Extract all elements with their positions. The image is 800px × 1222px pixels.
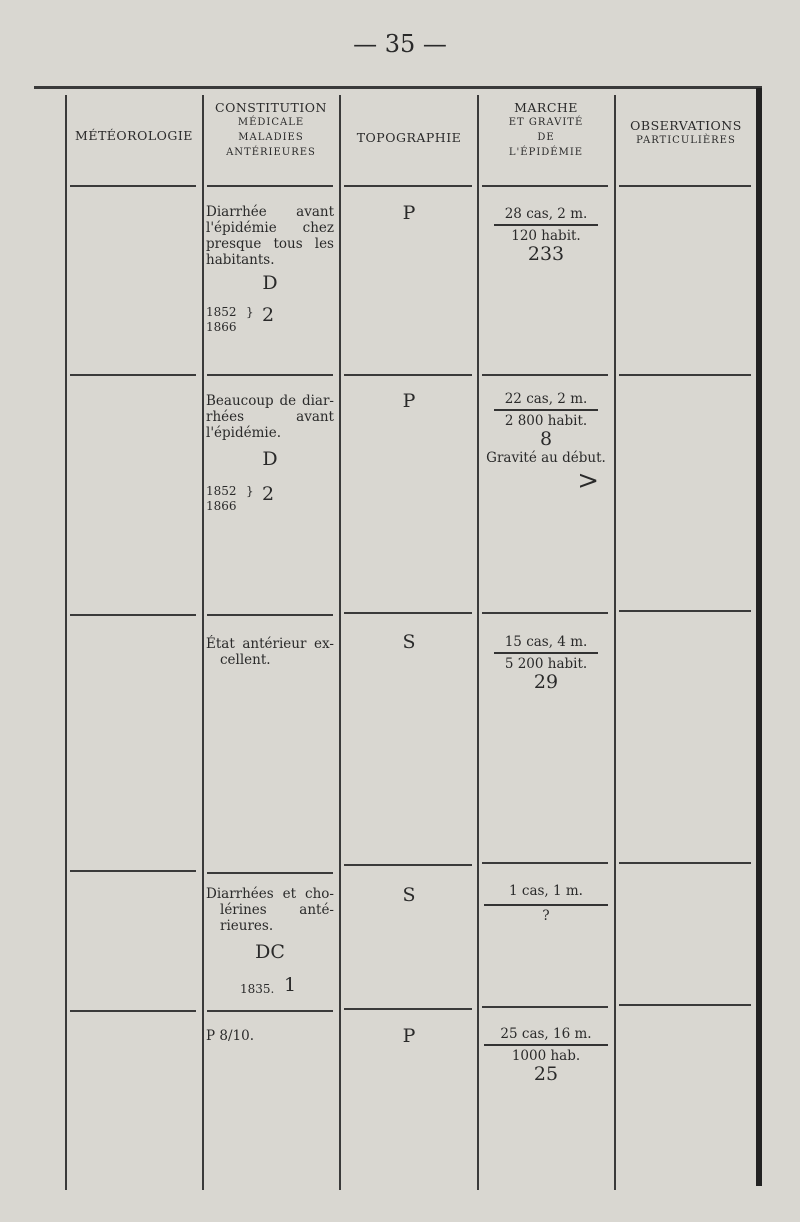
row1-brace: } <box>246 305 254 319</box>
row-divider <box>619 862 751 864</box>
row1-year2: 1866 <box>206 320 237 334</box>
row-divider <box>70 1010 196 1012</box>
column-rule <box>614 95 616 1190</box>
row2-code: D <box>262 448 278 470</box>
page-number: — 35 — <box>353 30 447 58</box>
row-divider <box>619 610 751 612</box>
row2-year1: 1852 <box>206 484 237 498</box>
row-divider <box>619 1004 751 1006</box>
row5-marche: 25 cas, 16 m. 1000 hab. 25 <box>479 1026 613 1082</box>
row3-constitution: État antérieur ex- cellent. <box>206 636 334 668</box>
column-rule <box>65 95 67 1190</box>
row2-brace: } <box>246 484 254 498</box>
row-divider <box>482 374 608 376</box>
row5-topographie: P <box>402 1025 416 1047</box>
header-divider <box>70 185 196 187</box>
row-divider <box>344 1008 472 1010</box>
row1-constitution: Diarrhée avant l'épidémie chez presque tous les habitants. <box>206 204 334 268</box>
row2-constitution: Beaucoup de diar- rhées avant l'épidémie. <box>206 393 334 441</box>
row-divider <box>207 872 333 874</box>
header-divider <box>344 185 472 187</box>
row5-constitution: P 8/10. <box>206 1028 254 1044</box>
row-divider <box>207 1010 333 1012</box>
row2-year2: 1866 <box>206 499 237 513</box>
column-rule <box>756 88 762 1186</box>
row4-constitution: Diarrhées et cho- lérines anté- rieures. <box>206 886 334 934</box>
header-divider <box>207 185 333 187</box>
header-observations: OBSERVATIONS PARTICULIÈRES <box>630 118 742 146</box>
row1-marche: 28 cas, 2 m. 120 habit. 233 <box>479 206 613 262</box>
row2-year-value: 2 <box>262 483 275 505</box>
row-divider <box>207 614 333 616</box>
row4-year-value: 1 <box>284 974 297 996</box>
row-divider <box>619 374 751 376</box>
row3-topographie: S <box>402 631 416 653</box>
row-divider <box>482 862 608 864</box>
top-rule <box>34 86 762 89</box>
row1-year-value: 2 <box>262 304 275 326</box>
header-divider <box>482 185 608 187</box>
row-divider <box>70 614 196 616</box>
row-divider <box>482 612 608 614</box>
row4-code: DC <box>255 941 285 963</box>
row1-topographie: P <box>402 202 416 224</box>
row1-code: D <box>262 272 278 294</box>
column-rule <box>202 95 204 1190</box>
row2-topographie: P <box>402 390 416 412</box>
header-divider <box>619 185 751 187</box>
row4-topographie: S <box>402 884 416 906</box>
header-constitution: CONSTITUTION MÉDICALE MALADIES ANTÉRIEURES <box>215 100 327 158</box>
row-divider <box>344 864 472 866</box>
row-divider <box>207 374 333 376</box>
row-divider <box>482 1006 608 1008</box>
row-divider <box>344 612 472 614</box>
row-divider <box>344 374 472 376</box>
header-meteorologie: MÉTÉOROLOGIE <box>75 128 193 143</box>
header-marche: MARCHE ET GRAVITÉ DE L'ÉPIDÉMIE <box>508 100 584 158</box>
row-divider <box>70 870 196 872</box>
row3-marche: 15 cas, 4 m. 5 200 habit. 29 <box>479 634 613 690</box>
header-topographie: TOPOGRAPHIE <box>356 130 462 145</box>
row4-marche: 1 cas, 1 m. ? <box>479 883 613 924</box>
row-divider <box>70 374 196 376</box>
row4-year: 1835. <box>240 982 275 996</box>
row2-marche: 22 cas, 2 m. 2 800 habit. 8 Gravité au début. > <box>486 391 606 496</box>
row1-year1: 1852 <box>206 305 237 319</box>
